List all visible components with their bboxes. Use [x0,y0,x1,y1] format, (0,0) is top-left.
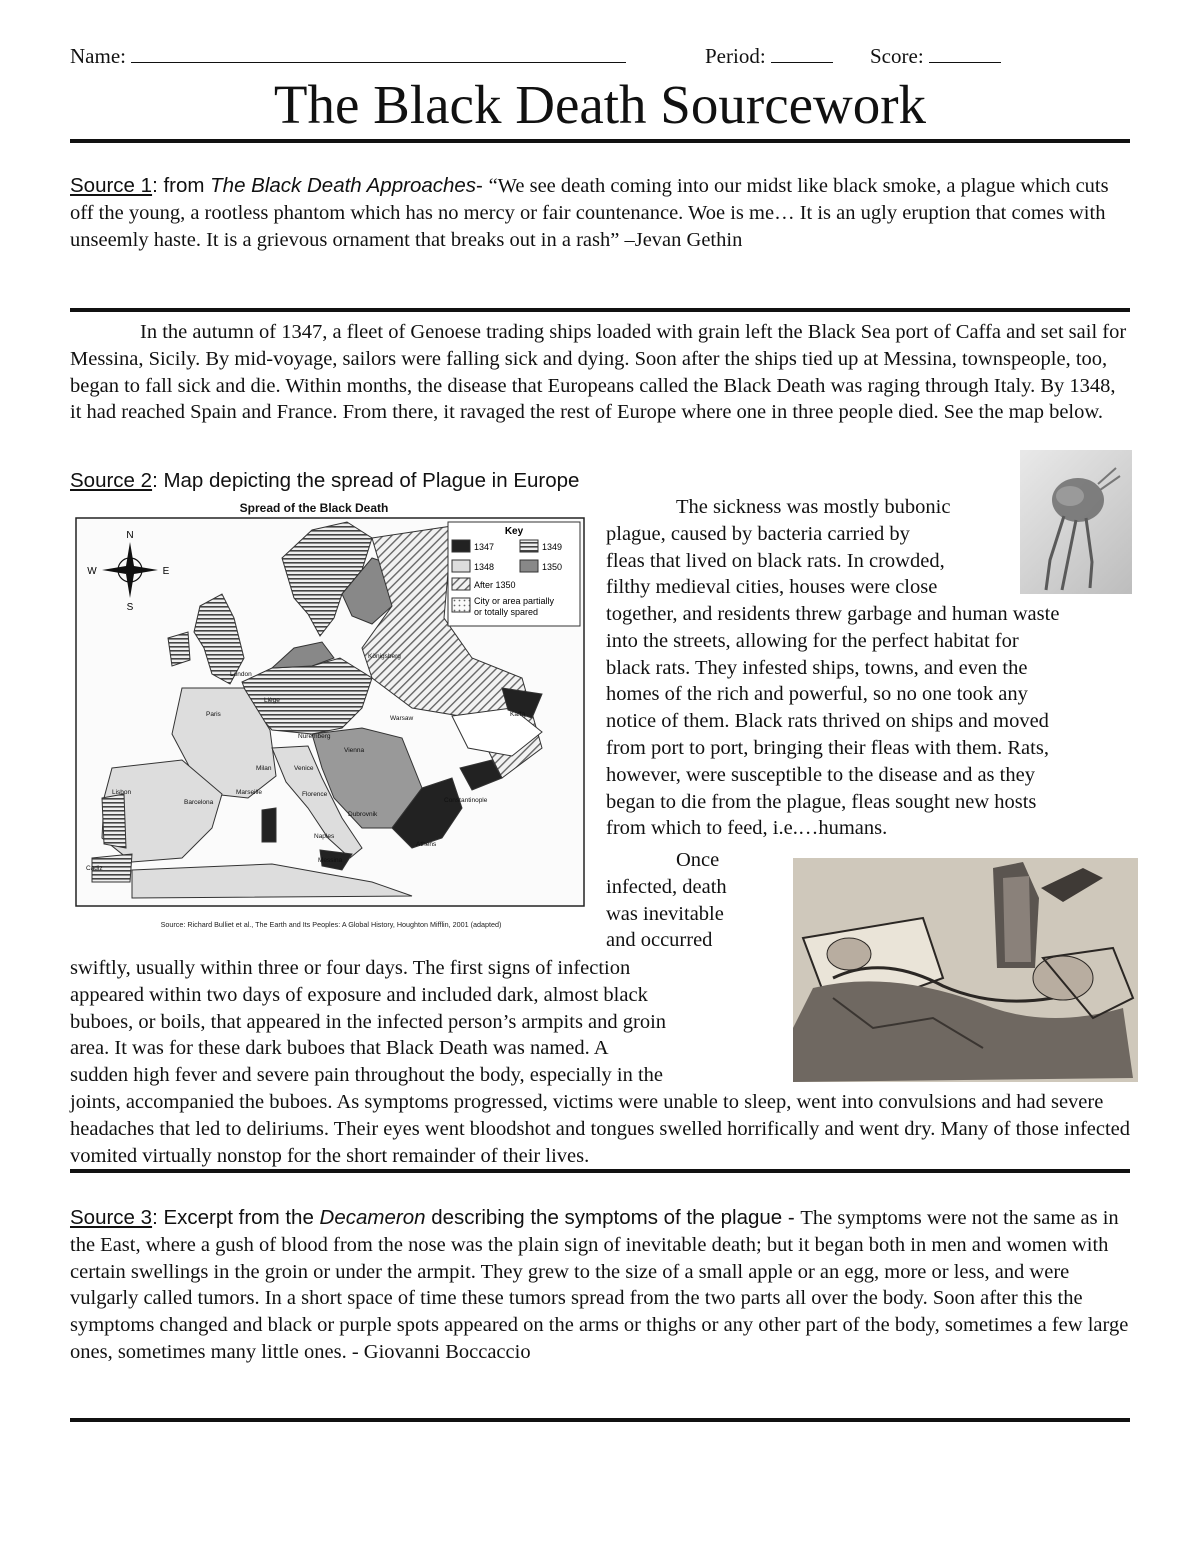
map-title: Spread of the Black Death [239,501,389,515]
source1-from: : from [152,174,211,197]
source3-block [70,1205,1130,1366]
text-line: area. It was for these dark buboes that Black Death was named. A [70,1037,609,1060]
source3-pre: : Excerpt from the [152,1206,320,1229]
city-label: Cadiz [86,865,103,872]
city-label: Barcelona [184,799,214,806]
city-label: Paris [206,711,221,718]
city-label: Messina [318,857,343,864]
source1-work-title: The Black Death Approaches [210,174,477,197]
source1-dash: - [476,174,489,197]
key-1347: 1347 [474,542,495,552]
text-line: infected, death [606,875,727,898]
symptoms-paragraph-rest: joints, accompanied the buboes. As symptoms progressed, victims were unable to sleep, went into convulsions and had severe headaches that led to deliriums. Their eyes went bloodshot and tongues swelled horrifically and went dry. Many of those infected vomited virtually nonstop for the short remainder of their lives. [70,1091,1131,1167]
key-1349: 1349 [542,542,563,552]
flea-photo [1020,450,1132,594]
source1-quote: “We see death coming into our midst like black smoke, a plague which cuts off the young, a rootless phantom which has no mercy or fair countenance. Woe is me… It is an ugly eruption that comes with unseemly haste. It is a grievous ornament that breaks out in a rash” –Jevan Gethin [70,175,1109,251]
city-label: Venice [294,765,314,772]
source1-divider [70,308,1130,312]
bubonic-paragraph-top [606,494,1026,601]
compass-e: E [162,566,170,577]
map-key [448,522,580,626]
map-region-sardinia [262,808,276,842]
city-label: Kaffa [510,711,526,718]
name-label: Name: [70,44,126,68]
symptoms-paragraph-top [70,955,790,1089]
city-label: Marseille [236,789,263,796]
period-field[interactable] [705,44,833,69]
title-divider [70,139,1130,143]
text-line: buboes, or boils, that appeared in the infected person’s armpits and groin [70,1010,667,1033]
text-line: homes of the rich and powerful, so no one took any [606,683,1028,706]
city-label: Florence [302,791,328,798]
city-label: Constantinople [444,797,488,804]
bubonic-paragraph-rest [606,601,1130,842]
text-line: however, were susceptible to the disease and as they [606,763,1035,786]
city-label: Königsberg [368,653,401,660]
text-line: swiftly, usually within three or four days. The first signs of infection [70,957,631,979]
city-label: Milan [256,765,272,772]
city-label: Liège [264,697,280,704]
source3-label: Source 3 [70,1206,153,1229]
map-region-ireland [168,632,190,666]
page-title: The Black Death Sourcework [273,74,927,135]
source2-divider [70,1169,1130,1173]
text-line: together, and residents threw garbage and human waste [606,603,1060,625]
text-line: notice of them. Black rats thrived on ships and moved [606,710,1049,733]
city-label: Naples [314,833,335,840]
source2-label: Source 2 [70,469,153,492]
text-line: Once [676,849,720,871]
medieval-plague-illustration [793,858,1138,1082]
name-blank[interactable] [131,44,626,63]
text-line: plague, caused by bacteria carried by [606,522,910,545]
city-label: Athens [416,841,437,848]
source1-block [70,173,1130,253]
intro-paragraph: In the autumn of 1347, a fleet of Genoese trading ships loaded with grain left the Black Sea port of Caffa and set sail for Messina, Sicily. By mid-voyage, sailors were falling sick and dying. Soon after the ships tied up at Messina, townspeople, too, began to fall sick and die. Within months, the disease that Europeans called the Black Death was raging through Italy. By 1348, it had reached Spain and France. From there, it ravaged the rest of Europe where one in three people died. See the map below. [70,321,1127,424]
key-1348: 1348 [474,562,495,572]
text-line: from which to feed, i.e.…humans. [606,817,888,840]
score-blank[interactable] [929,44,1001,63]
name-field[interactable] [70,44,626,69]
infected-paragraph [606,847,786,954]
source3-post: describing the symptoms of the plague - [425,1206,801,1229]
text-line: The sickness was mostly bubonic [676,496,951,518]
city-label: Lisbon [112,789,132,796]
text-line: began to die from the plague, fleas sought new hosts [606,790,1037,813]
key-spared-2: or totally spared [474,607,539,617]
bottom-divider [70,1418,1130,1422]
text-line: from port to port, bringing their fleas with them. Rats, [606,736,1049,759]
key-title: Key [504,526,524,537]
source3-body: The symptoms were not the same as in the East, where a gush of blood from the nose was the plain sign of inevitable death; but it began both in men and women with certain swellings in the groin or under the armpit. They grew to the size of a small apple or an egg, more or less, and were vulgarly called tumors. In a short space of time these tumors spread from the two parts all over the body. Soon after this the symptoms changed and black or purple spots appeared on the arms or thighs or any other part of the body, sometimes a few large ones, sometimes many little ones. - Giovanni Boccaccio [70,1207,1129,1363]
period-label: Period: [705,44,766,68]
city-label: Nuremberg [298,733,331,740]
city-label: London [230,671,252,678]
key-1350: 1350 [542,562,563,572]
key-after-1350: After 1350 [474,580,516,590]
score-label: Score: [870,44,924,68]
text-line: into the streets, allowing for the perfect habitat for [606,629,1019,652]
text-line: and occurred [606,929,713,952]
source2-caption-text: : Map depicting the spread of Plague in Europe [152,469,580,492]
score-field[interactable] [870,44,1001,69]
period-blank[interactable] [771,44,833,63]
city-label: Warsaw [390,715,414,722]
source1-label: Source 1 [70,174,153,197]
compass-n: N [126,530,134,541]
text-line: filthy medieval cities, houses were close [606,576,938,599]
city-label: Dubrovnik [348,811,378,818]
text-line: black rats. They infested ships, towns, and even the [606,656,1028,679]
source3-work-title: Decameron [319,1206,426,1229]
city-label: Vienna [344,747,365,754]
text-line: appeared within two days of exposure and included dark, almost black [70,983,648,1006]
plague-spread-map [72,498,590,938]
key-spared-1: City or area partially [474,596,555,606]
source2-caption [70,468,579,494]
text-line: was inevitable [606,902,724,925]
map-source-credit: Source: Richard Bulliet et al., The Earth and Its Peoples: A Global History, Houghton Mifflin, 2001 (adapted) [160,920,502,929]
text-line: sudden high fever and severe pain throughout the body, especially in the [70,1064,663,1087]
text-line: fleas that lived on black rats. In crowded, [606,549,945,572]
compass-s: S [126,602,134,613]
compass-w: W [87,566,97,577]
